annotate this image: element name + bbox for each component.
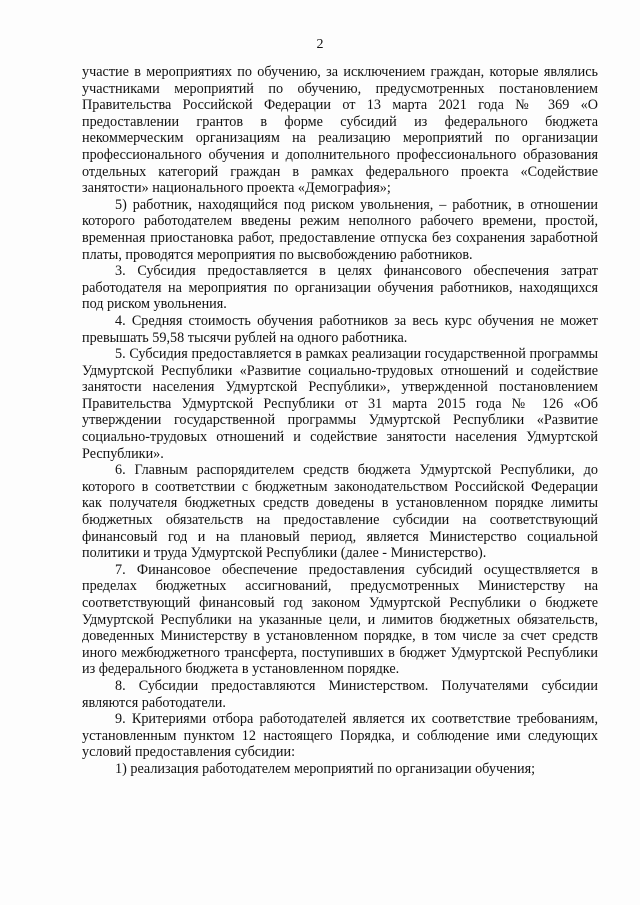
- page-number: 2: [316, 37, 324, 52]
- paragraph-clause-5: 5. Субсидия предоставляется в рамках реализации государственной программы Удмуртской Республики «Развитие социально-трудовых отношений и содействие занятости населения Удмуртской Республики», утвержденной постановлением Правительства Удмуртской Республики от 31 марта 2015 года № 126 «Об утверждении государственной программы Удмуртской Республики «Развитие социально-трудовых отношений и содействие занятости населения Удмуртской Республики».: [82, 346, 598, 462]
- paragraph-clause-7: 7. Финансовое обеспечение предоставления субсидий осуществляется в пределах бюджетных ассигнований, предусмотренных Министерству на соответствующий финансовый год законом Удмуртской Республики о бюджете Удмуртской Республики на указанные цели, и лимитов бюджетных обязательств, доведенных Министерству в установленном порядке, в том числе за счет средств иного межбюджетного трансферта, поступивших в бюджет Удмуртской Республики из федерального бюджета в установленном порядке.: [82, 561, 598, 678]
- body-text: [82, 64, 598, 778]
- paragraph-clause-9: 9. Критериями отбора работодателей является их соответствие требованиям, установленным пунктом 12 настоящего Порядка, и соблюдение ими следующих условий предоставления субсидии:: [82, 711, 598, 761]
- paragraph-clause-4: 4. Средняя стоимость обучения работников за весь курс обучения не может превышать 59,58 тысячи рублей на одного работника.: [82, 312, 598, 346]
- paragraph-clause-6: 6. Главным распорядителем средств бюджета Удмуртской Республики, до которого в соответствии с бюджетным законодательством Российской Федерации как получателя бюджетных средств доведены в установленном порядке лимиты бюджетных обязательств на предоставление субсидии на соответствующий финансовый год и на плановый период, является Министерство социальной политики и труда Удмуртской Республики (далее - Министерство).: [82, 462, 598, 562]
- paragraph-item-5: 5) работник, находящийся под риском увольнения, – работник, в отношении которого работодателем введены режим неполного рабочего времени, простой, временная приостановка работ, предоставление отпуска без сохранения заработной платы, проводятся мероприятия по высвобождению работников.: [82, 196, 598, 263]
- paragraph-continuation: участие в мероприятиях по обучению, за исключением граждан, которые являлись участниками мероприятий по обучению, предусмотренных постановлением Правительства Российской Федерации от 13 марта 2021 года № 369 «О предоставлении грантов в форме субсидий из федерального бюджета некоммерческим организациям на реализацию мероприятий по организации профессионального обучения и дополнительного профессионального образования отдельных категорий граждан в рамках федерального проекта «Содействие занятости» национального проекта «Демография»;: [82, 64, 598, 197]
- paragraph-item-1: 1) реализация работодателем мероприятий по организации обучения;: [115, 760, 536, 777]
- paragraph-clause-3: 3. Субсидия предоставляется в целях финансового обеспечения затрат работодателя на мероприятия по организации обучения работников, находящихся под риском увольнения.: [82, 263, 598, 313]
- paragraph-clause-8: 8. Субсидии предоставляются Министерством. Получателями субсидии являются работодатели.: [82, 677, 598, 711]
